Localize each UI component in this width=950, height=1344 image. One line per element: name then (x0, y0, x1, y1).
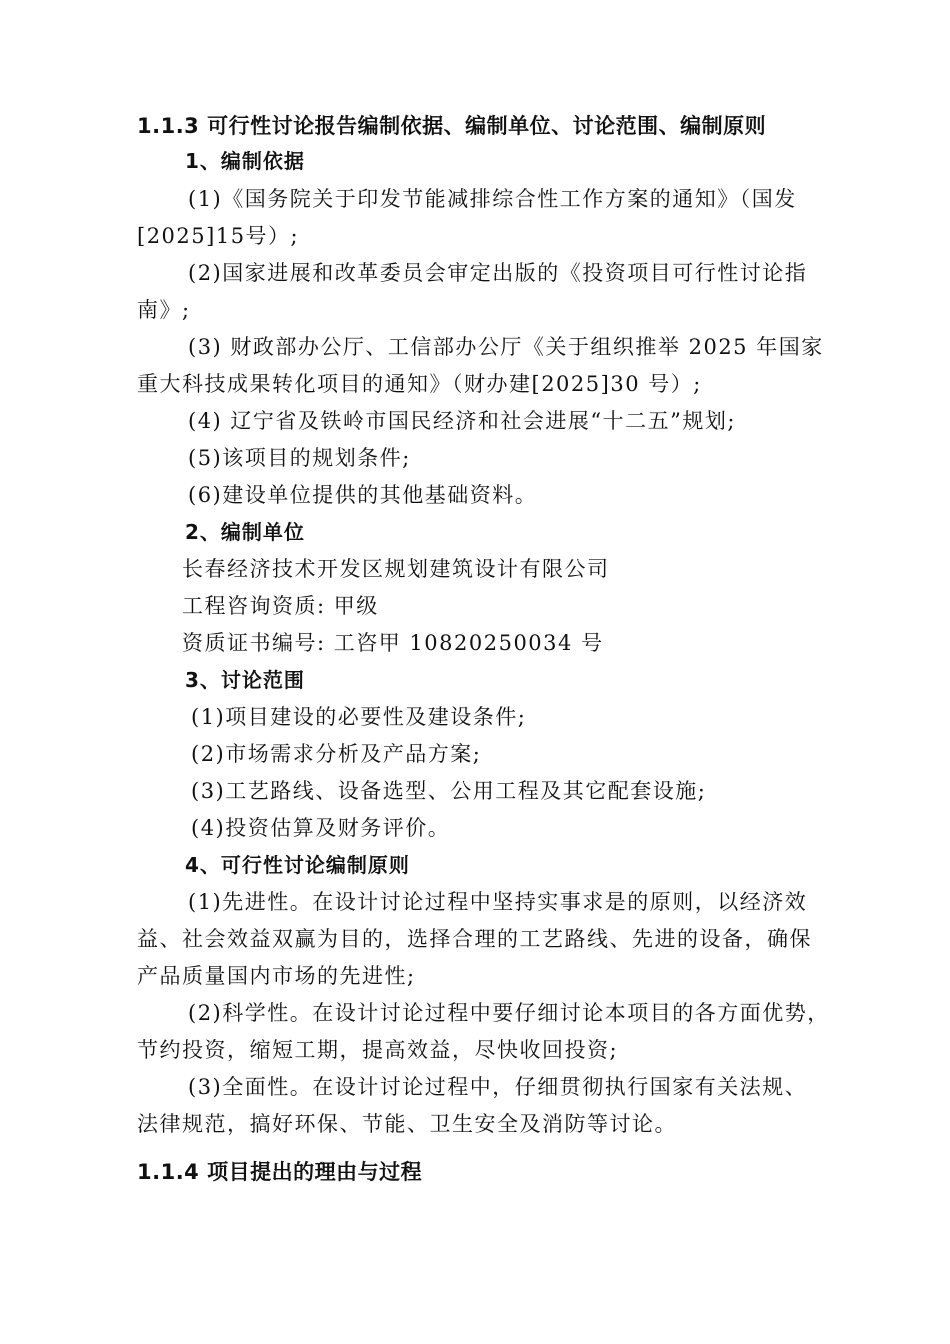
basis-heading: 1、编制依据 (185, 149, 305, 173)
basis-item-5: (5)该项目的规划条件; (188, 446, 411, 470)
basis-item-6: (6)建设单位提供的其他基础资料。 (188, 483, 538, 507)
unit-certificate: 资质证书编号: 工咨甲 10820250034 号 (182, 631, 604, 655)
principle-3-line-2: 法律规范，搞好环保、节能、卫生安全及消防等讨论。 (137, 1112, 677, 1136)
basis-item-4: (4) 辽宁省及铁岭市国民经济和社会进展“十二五”规划; (188, 409, 736, 433)
scope-item-4: (4)投资估算及财务评价。 (191, 816, 451, 840)
principle-2-line-1: (2)科学性。在设计讨论过程中要仔细讨论本项目的各方面优势， (188, 1001, 830, 1025)
scope-item-2: (2)市场需求分析及产品方案; (191, 742, 482, 766)
basis-item-3-line-2: 重大科技成果转化项目的通知》（财办建[2025]30 号）; (137, 372, 702, 396)
unit-heading: 2、编制单位 (185, 520, 305, 544)
basis-item-1-line-2: [2025]15号）; (137, 224, 300, 248)
principle-3-line-1: (3)全面性。在设计讨论过程中，仔细贯彻执行国家有关法规、 (188, 1075, 808, 1099)
unit-company: 长春经济技术开发区规划建筑设计有限公司 (182, 557, 610, 581)
basis-item-3-line-1: (3) 财政部办公厅、工信部办公厅《关于组织推举 2025 年国家 (188, 335, 824, 359)
section-heading-1-1-3: 1.1.3 可行性讨论报告编制依据、编制单位、讨论范围、编制原则 (137, 114, 767, 138)
basis-item-1-line-1: (1)《国务院关于印发节能减排综合性工作方案的通知》（国发 (188, 187, 797, 211)
section-heading-1-1-4: 1.1.4 项目提出的理由与过程 (137, 1160, 423, 1184)
scope-item-1: (1)项目建设的必要性及建设条件; (191, 705, 527, 729)
principle-1-line-3: 产品质量国内市场的先进性; (137, 964, 416, 988)
scope-item-3: (3)工艺路线、设备选型、公用工程及其它配套设施; (191, 779, 707, 803)
scope-heading: 3、讨论范围 (185, 668, 305, 692)
basis-item-2-line-2: 南》; (137, 298, 191, 322)
principles-heading: 4、可行性讨论编制原则 (185, 853, 410, 877)
unit-qualification: 工程咨询资质: 甲级 (182, 594, 379, 618)
principle-1-line-1: (1)先进性。在设计讨论过程中坚持实事求是的原则，以经济效 (188, 890, 808, 914)
principle-1-line-2: 益、社会效益双赢为目的，选择合理的工艺路线、先进的设备，确保 (137, 927, 812, 951)
basis-item-2-line-1: (2)国家进展和改革委员会审定出版的《投资项目可行性讨论指 (188, 261, 808, 285)
principle-2-line-2: 节约投资，缩短工期，提高效益，尽快收回投资; (137, 1038, 619, 1062)
